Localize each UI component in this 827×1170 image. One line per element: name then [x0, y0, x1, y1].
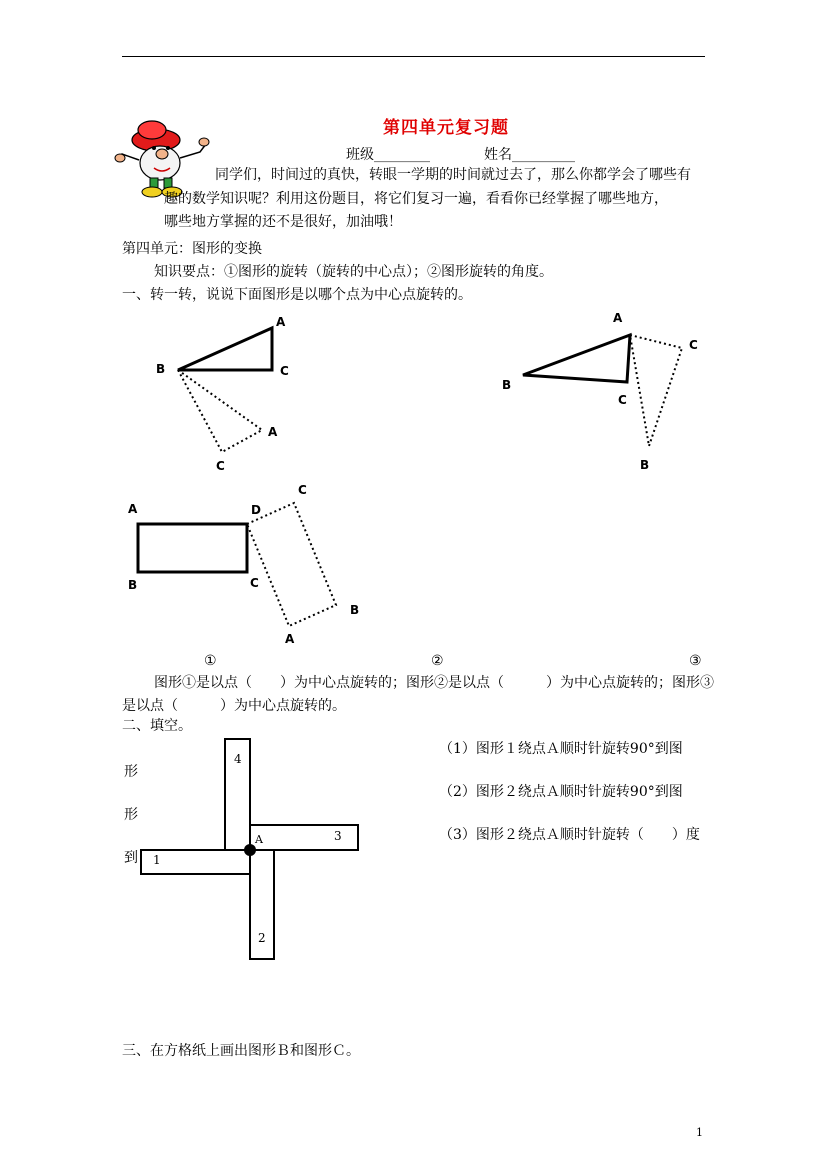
q2-item-1-cont: 形	[124, 764, 138, 780]
fig3-label-c1: C	[250, 576, 259, 590]
q2-item-2: （2）图形２绕点Ａ顺时针旋转90°到图	[439, 784, 683, 800]
question-2-heading: 二、填空。	[122, 718, 192, 734]
knowledge-points: 知识要点：①图形的旋转（旋转的中心点）；②图形旋转的角度。	[154, 264, 553, 280]
fig2-label-c1: C	[689, 338, 698, 352]
fig3-label-a1: A	[128, 502, 138, 516]
fig3-label-a2: A	[285, 632, 295, 646]
page-number: 1	[696, 1126, 703, 1139]
q2-item-3-cont: 到	[124, 850, 138, 866]
intro-line-3: 哪些地方掌握的还不是很好，加油哦！	[164, 214, 402, 230]
shape-label-4: 4	[234, 752, 242, 766]
fig1-label-b: B	[156, 362, 166, 376]
intro-line-1: 同学们，时间过的真快，转眼一学期的时间就过去了，那么你都学会了哪些有	[215, 167, 691, 183]
unit-heading: 第四单元：图形的变换	[122, 241, 262, 257]
name-field[interactable]: 姓名_________	[484, 147, 575, 163]
marker-3: ③	[689, 653, 702, 669]
fig1-label-a2: A	[268, 425, 278, 439]
point-label-a: A	[255, 833, 263, 846]
q2-item-3: （3）图形２绕点Ａ顺时针旋转（ ）度	[439, 827, 700, 843]
fig1-label-c2: C	[216, 459, 225, 473]
shape-3	[250, 825, 358, 850]
fig3-label-b2: B	[350, 603, 360, 617]
question-1-heading: 一、转一转，说说下面图形是以哪个点为中心点旋转的。	[122, 287, 472, 303]
fig3-label-b1: B	[128, 578, 138, 592]
class-field[interactable]: 班级________	[346, 147, 430, 163]
fig1-label-c1: C	[280, 364, 289, 378]
fig2-label-b1: B	[502, 378, 512, 392]
shape-label-1: 1	[153, 853, 161, 867]
question-3-heading: 三、在方格纸上画出图形Ｂ和图形Ｃ。	[122, 1043, 360, 1059]
intro-line-2: 趣的数学知识呢？利用这份题目，将它们复习一遍，看看你已经掌握了哪些地方，	[164, 191, 668, 207]
q1-answer-line-1: 图形①是以点（ ）为中心点旋转的；图形②是以点（ ）为中心点旋转的；图形③	[154, 675, 714, 691]
fig2-label-b2: B	[640, 458, 650, 472]
q2-item-1: （1）图形１绕点Ａ顺时针旋转90°到图	[439, 741, 683, 757]
fig2-label-a: A	[613, 311, 623, 325]
fig2-label-c2: C	[618, 393, 627, 407]
fig3-label-c2: C	[298, 483, 307, 497]
q1-answer-line-2: 是以点（ ）为中心点旋转的。	[122, 698, 346, 714]
q2-item-2-cont: 形	[124, 807, 138, 823]
marker-2: ②	[431, 653, 444, 669]
page-title: 第四单元复习题	[383, 118, 509, 138]
fig3-label-d: D	[251, 503, 261, 517]
shape-label-2: 2	[258, 931, 266, 945]
marker-1: ①	[204, 653, 217, 669]
shape-label-3: 3	[334, 829, 342, 843]
fig1-label-a1: A	[276, 315, 286, 329]
